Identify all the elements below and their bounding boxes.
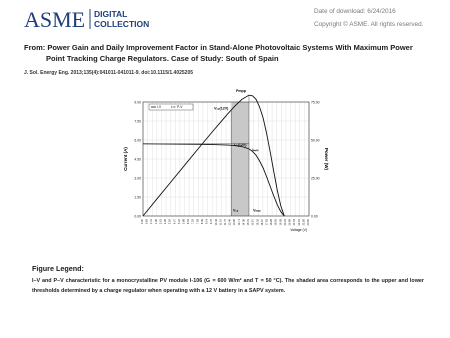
x-tick-label: 2.61	[159, 219, 163, 225]
citation[interactable]: J. Sol. Energy Eng. 2013;135(4):041011-041011-9. doi:10.1115/1.4025205	[24, 70, 193, 76]
y-left-tick-label: 3.00	[134, 176, 141, 181]
x-tick-label: 13.06	[233, 219, 237, 226]
x-tick-label: 18.28	[270, 219, 274, 226]
x-tick-label: 20.89	[288, 219, 292, 226]
x-axis-label: Voltage (V)	[290, 228, 307, 232]
x-tick-label: 12.40	[228, 219, 232, 226]
x-tick-label: 4.57	[173, 219, 177, 225]
chart-annotation: Vₒₚ	[233, 208, 239, 213]
x-tick-label: 9.79	[210, 219, 214, 225]
x-tick-label: 19.58	[279, 219, 283, 226]
x-tick-label: 17.63	[265, 219, 269, 226]
y-left-tick-label: 7.50	[134, 119, 141, 124]
y-left-tick-label: 1.50	[134, 195, 141, 200]
shaded-operating-region	[231, 102, 249, 216]
chart-svg	[117, 88, 331, 238]
y-right-tick-label: 25.00	[311, 176, 320, 181]
x-tick-label: 18.93	[274, 219, 278, 226]
asme-logo	[24, 6, 150, 32]
x-tick-label: 1.96	[154, 219, 158, 225]
x-tick-label: 0.65	[145, 219, 149, 225]
y-right-tick-label: 0.00	[311, 214, 318, 219]
y-left-axis-label: Current (A)	[123, 147, 128, 171]
logo-collection-text: COLLECTION	[94, 19, 150, 29]
logo-asme-text: ASME	[24, 7, 86, 32]
y-right-axis-label: Power (W)	[324, 148, 329, 170]
y-right-tick-label: 50.00	[311, 138, 320, 143]
download-date: Date of download: 6/24/2016	[314, 8, 396, 15]
x-tick-label: 16.97	[260, 219, 264, 226]
x-tick-label: 22.85	[302, 219, 306, 226]
x-tick-label: 1.31	[150, 219, 154, 225]
title-line-2: Point Tracking Charge Regulators. Case of Study: South of Spain	[46, 53, 279, 63]
chart-annotation: Pmpp	[235, 89, 246, 94]
figure-legend-text: I–V and P–V characteristic for a monocrystalline PV module I-106 (G = 600 W/m² and T = 50 °C). The shaded area corresponds to the upper and lower thresholds determined by a charge regulator when operating with a 12 V battery in a SAPV system.	[32, 278, 424, 294]
x-tick-label: 5.88	[182, 219, 186, 225]
copyright-notice: Copyright © ASME. All rights reserved.	[314, 20, 424, 28]
x-tick-label: 7.83	[196, 219, 200, 225]
x-tick-label: 3.26	[164, 219, 168, 225]
chart-annotation: Vₘₚₚ	[253, 208, 261, 213]
x-tick-label: 22.19	[297, 219, 301, 226]
x-tick-label: 13.71	[237, 219, 241, 226]
legend-label-pv: P-V	[177, 105, 183, 110]
iv-pv-chart	[117, 88, 331, 238]
y-left-tick-label: 6.00	[134, 138, 141, 143]
download-info	[314, 6, 424, 31]
figure-legend-title: Figure Legend:	[32, 264, 84, 273]
x-tick-label: 23.50	[307, 219, 310, 226]
x-tick-label: 9.14	[205, 219, 209, 225]
from-label: From:	[24, 43, 46, 52]
x-tick-label: 5.22	[177, 219, 181, 225]
x-tick-label: 15.67	[251, 219, 255, 226]
y-left-tick-label: 9.00	[134, 100, 141, 105]
legend-label-iv: I-V	[157, 105, 162, 110]
x-tick-label: 0.00	[141, 219, 144, 225]
chart-annotation: Vₒₚ(12V)	[214, 106, 229, 111]
x-tick-label: 7.18	[191, 219, 195, 225]
title-line-1: Power Gain and Daily Improvement Factor in Stand-Alone Photovoltaic Systems With Maximum Power	[47, 43, 413, 52]
x-tick-label: 11.75	[224, 219, 227, 226]
y-right-tick-label: 75.00	[311, 100, 320, 105]
x-tick-label: 10.44	[214, 219, 218, 226]
y-left-tick-label: 0.00	[134, 214, 141, 219]
y-left-tick-label: 4.50	[134, 157, 141, 162]
x-tick-label: 20.24	[283, 219, 287, 226]
x-tick-label: 8.49	[200, 219, 204, 225]
x-tick-label: 15.01	[247, 219, 251, 226]
chart-annotation: Iₒₚ(12V)	[233, 142, 247, 147]
x-tick-label: 14.36	[242, 219, 246, 226]
chart-annotation: Iₘₚₚ	[252, 147, 259, 152]
x-tick-label: 16.32	[256, 219, 260, 226]
x-tick-label: 3.92	[168, 219, 172, 225]
x-tick-label: 6.53	[187, 219, 191, 225]
x-tick-label: 21.54	[293, 219, 297, 226]
x-tick-label: 11.10	[219, 219, 223, 226]
logo-digital-text: DIGITAL	[94, 9, 128, 19]
figure-source-title	[24, 43, 432, 64]
